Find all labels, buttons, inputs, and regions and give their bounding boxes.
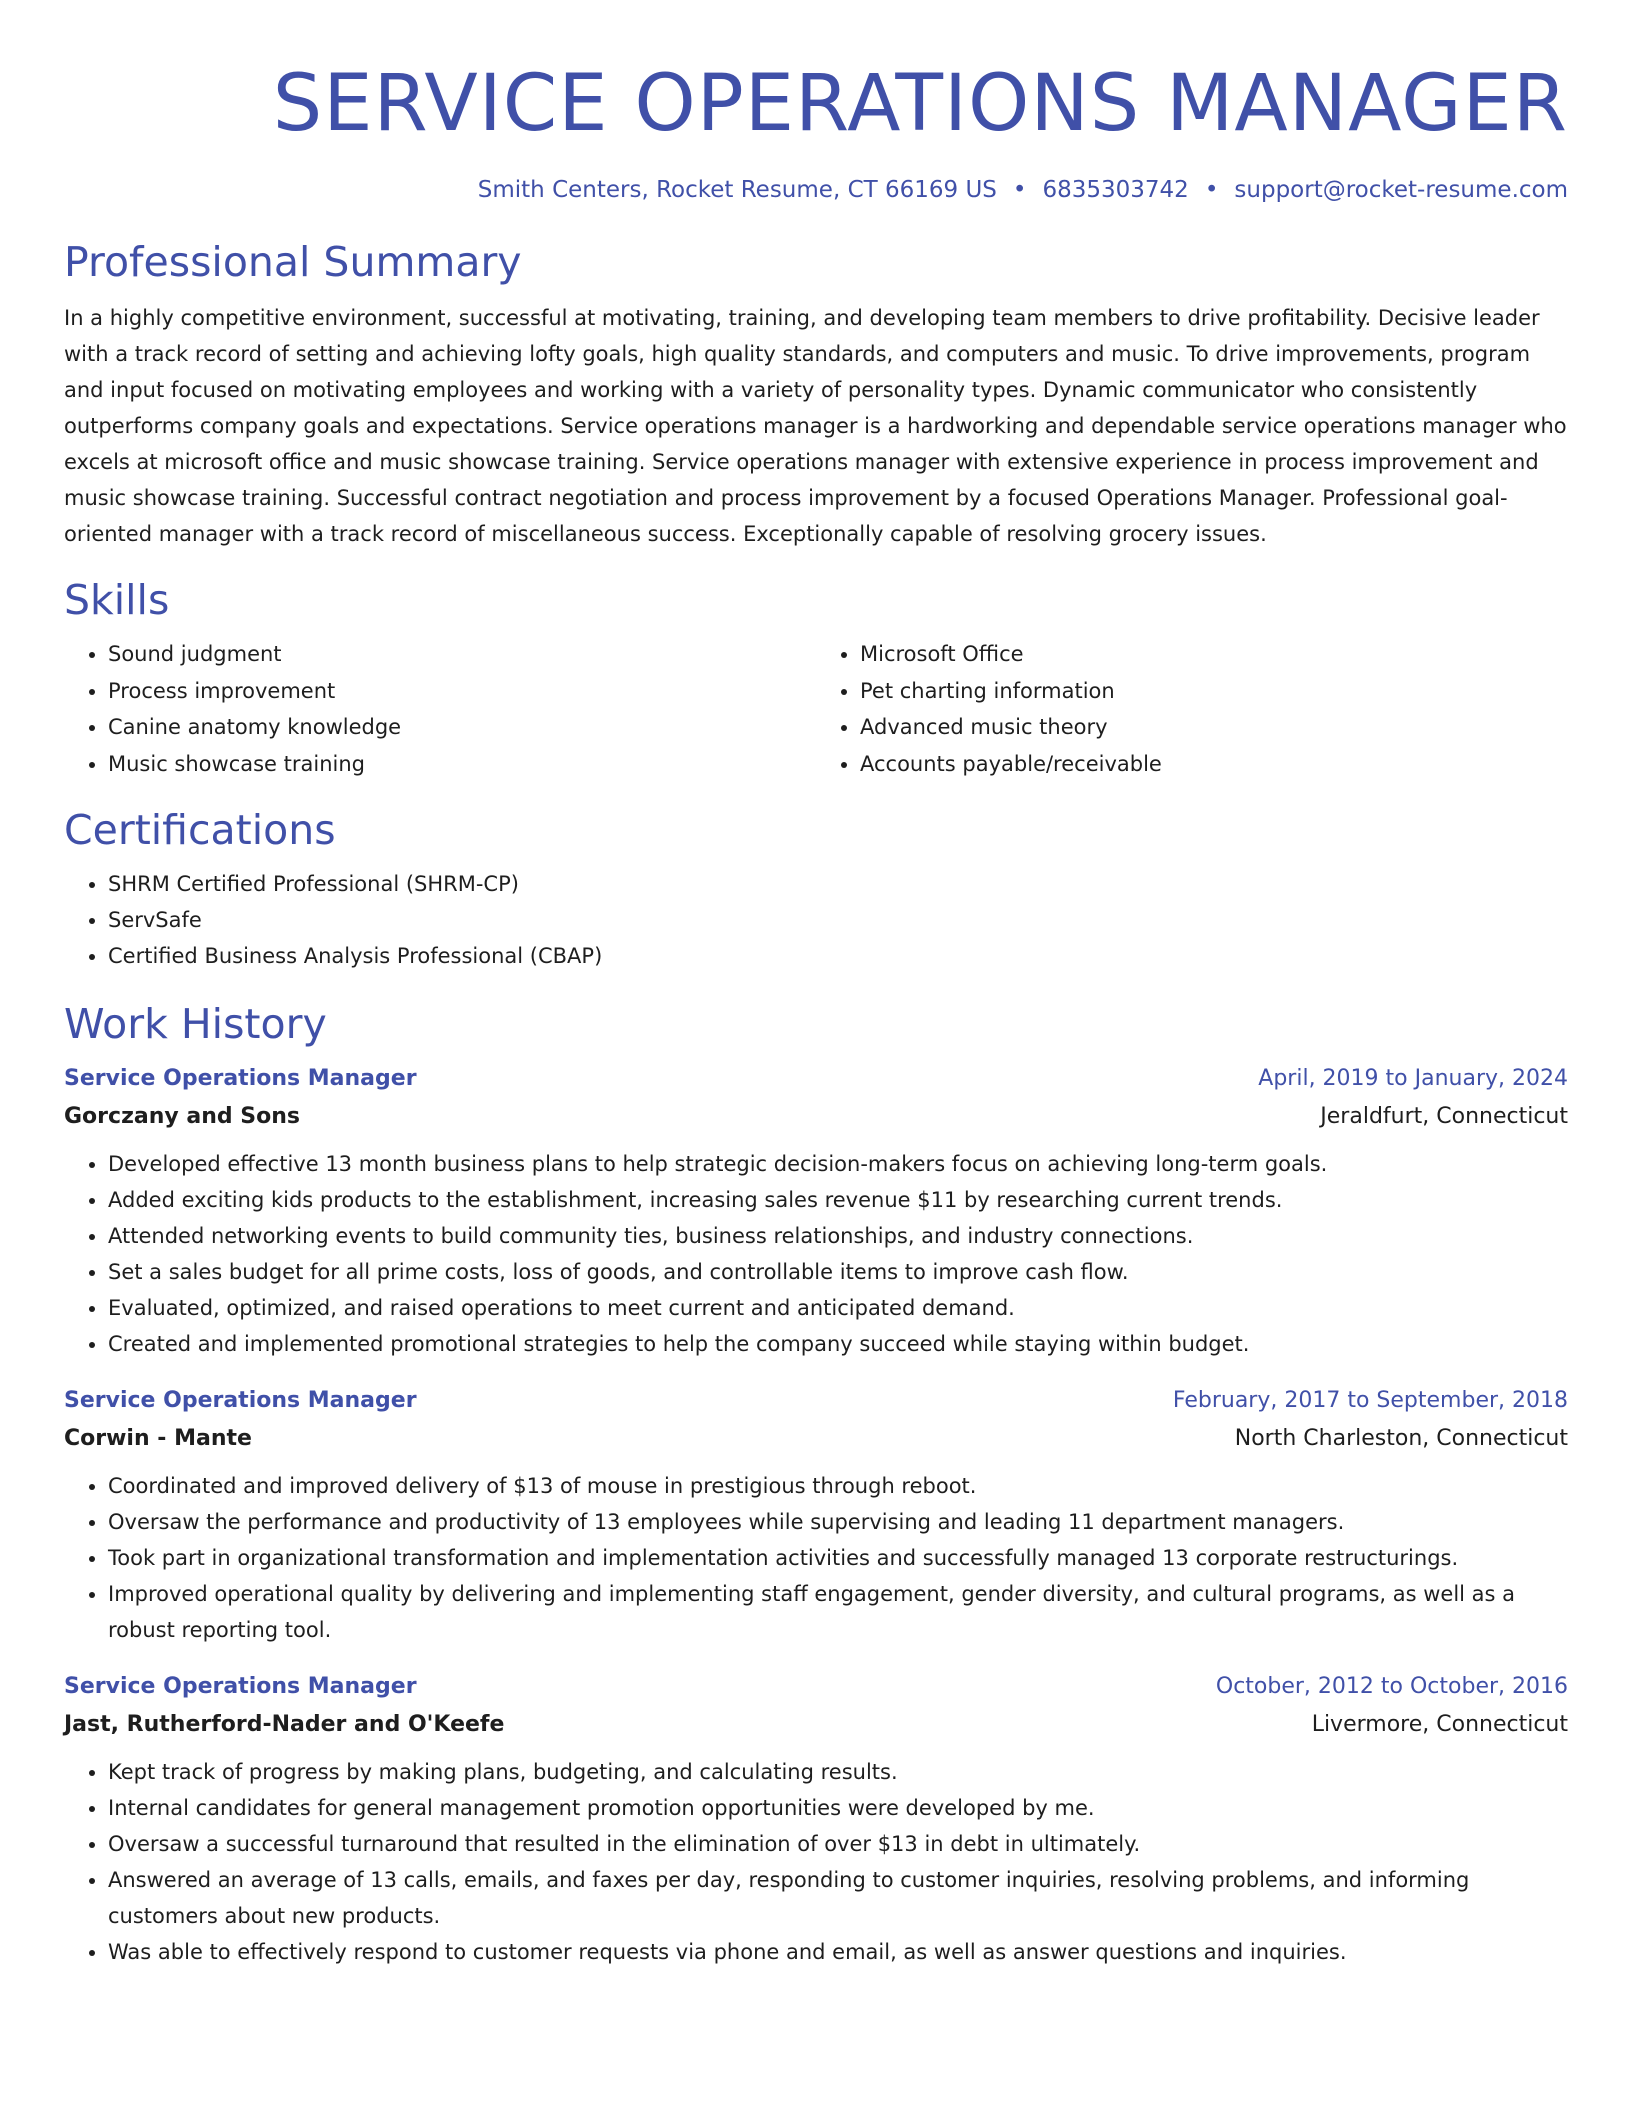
job-entry: [64, 1060, 1568, 1362]
job-bullet: • Added exciting kids products to the establishment, increasing sales revenue $11 by researching current trends.: [108, 1182, 1568, 1218]
job-entry: [64, 1668, 1568, 1970]
job-title: Service Operations Manager: [64, 1674, 417, 1699]
contact-address: Smith Centers, Rocket Resume, CT 66169 US: [477, 177, 997, 203]
skill-item: • Microsoft Office: [860, 636, 1568, 673]
skills-list-right: [816, 636, 1568, 782]
contact-separator: •: [1204, 177, 1219, 203]
job-bullet: • Oversaw a successful turnaround that resulted in the elimination of over $13 in debt in ultimately.: [108, 1826, 1568, 1862]
job-bullet: • Kept track of progress by making plans, budgeting, and calculating results.: [108, 1754, 1568, 1790]
summary-text: In a highly competitive environment, successful at motivating, training, and developing team members to drive profitability. Decisive leader with a track record of setting and achieving lofty goals, high quality standards, and computers and music. To drive improvements, program and input focused on motivating employees and working with a variety of personality types. Dynamic communicator who consistently outperforms company goals and expectations. Service operations manager is a hardworking and dependable service operations manager who excels at microsoft office and music showcase training. Service operations manager with extensive experience in process improvement and music showcase training. Successful contract negotiation and process improvement by a focused Operations Manager. Professional goal-oriented manager with a track record of miscellaneous success. Exceptionally capable of resolving grocery issues.: [64, 306, 1567, 546]
skill-item: • Pet charting information: [860, 673, 1568, 710]
job-company: Corwin - Mante: [64, 1426, 252, 1451]
certification-item: • SHRM Certified Professional (SHRM-CP): [108, 866, 1568, 902]
job-bullet: • Oversaw the performance and productivity of 13 employees while supervising and leading 11 department managers.: [108, 1504, 1568, 1540]
job-bullet: • Coordinated and improved delivery of $13 of mouse in prestigious through reboot.: [108, 1468, 1568, 1504]
job-bullet: • Answered an average of 13 calls, emails, and faxes per day, responding to customer inquiries, resolving problems, and informing customers about new products.: [108, 1862, 1568, 1934]
job-company: Gorczany and Sons: [64, 1104, 301, 1129]
certifications-heading: Certifications: [64, 806, 336, 854]
job-dates: April, 2019 to January, 2024: [1258, 1066, 1568, 1091]
skill-item: • Sound judgment: [108, 636, 816, 673]
skill-item: • Process improvement: [108, 673, 816, 710]
work-history-heading: Work History: [64, 1000, 327, 1048]
certification-item: • ServSafe: [108, 902, 1568, 938]
skill-item: • Canine anatomy knowledge: [108, 709, 816, 746]
resume-name: SERVICE OPERATIONS MANAGER: [272, 59, 1568, 149]
job-bullet: • Took part in organizational transformation and implementation activities and successfully managed 13 corporate restructurings.: [108, 1540, 1568, 1576]
contact-separator: •: [1012, 177, 1027, 203]
job-bullet: • Was able to effectively respond to customer requests via phone and email, as well as answer questions and inquiries.: [108, 1934, 1568, 1970]
contact-phone: 6835303742: [1042, 177, 1189, 203]
skills-list-left: [64, 636, 816, 782]
job-company: Jast, Rutherford-Nader and O'Keefe: [64, 1712, 505, 1737]
certification-item: • Certified Business Analysis Professional (CBAP): [108, 938, 1568, 974]
job-entry: [64, 1382, 1568, 1648]
job-title: Service Operations Manager: [64, 1388, 417, 1413]
job-bullets: [64, 1754, 1568, 1970]
certifications-list: [64, 866, 1568, 974]
job-bullet: • Developed effective 13 month business plans to help strategic decision-makers focus on achieving long-term goals.: [108, 1146, 1568, 1182]
resume-page: [64, 0, 1568, 1970]
job-bullets: [64, 1468, 1568, 1648]
skill-item: • Music showcase training: [108, 746, 816, 783]
skills-heading: Skills: [64, 576, 170, 624]
skill-item: • Accounts payable/receivable: [860, 746, 1568, 783]
contact-email[interactable]: support@rocket-resume.com: [1234, 177, 1568, 203]
skill-item: • Advanced music theory: [860, 709, 1568, 746]
job-bullet: • Attended networking events to build community ties, business relationships, and industry connections.: [108, 1218, 1568, 1254]
job-bullet: • Evaluated, optimized, and raised operations to meet current and anticipated demand.: [108, 1290, 1568, 1326]
job-bullet: • Internal candidates for general management promotion opportunities were developed by me.: [108, 1790, 1568, 1826]
skills-grid: [64, 636, 1568, 782]
job-bullets: [64, 1146, 1568, 1362]
job-location: Jeraldfurt, Connecticut: [1320, 1104, 1568, 1129]
job-bullet: • Improved operational quality by delivering and implementing staff engagement, gender diversity, and cultural programs, as well as a robust reporting tool.: [108, 1576, 1568, 1648]
job-bullet: • Created and implemented promotional strategies to help the company succeed while staying within budget.: [108, 1326, 1568, 1362]
job-title: Service Operations Manager: [64, 1066, 417, 1091]
job-dates: October, 2012 to October, 2016: [1215, 1674, 1568, 1699]
job-dates: February, 2017 to September, 2018: [1172, 1388, 1568, 1413]
contact-line: [64, 174, 1568, 206]
job-location: North Charleston, Connecticut: [1234, 1426, 1568, 1451]
job-location: Livermore, Connecticut: [1311, 1712, 1568, 1737]
summary-heading: Professional Summary: [64, 238, 522, 286]
job-bullet: • Set a sales budget for all prime costs, loss of goods, and controllable items to improve cash flow.: [108, 1254, 1568, 1290]
